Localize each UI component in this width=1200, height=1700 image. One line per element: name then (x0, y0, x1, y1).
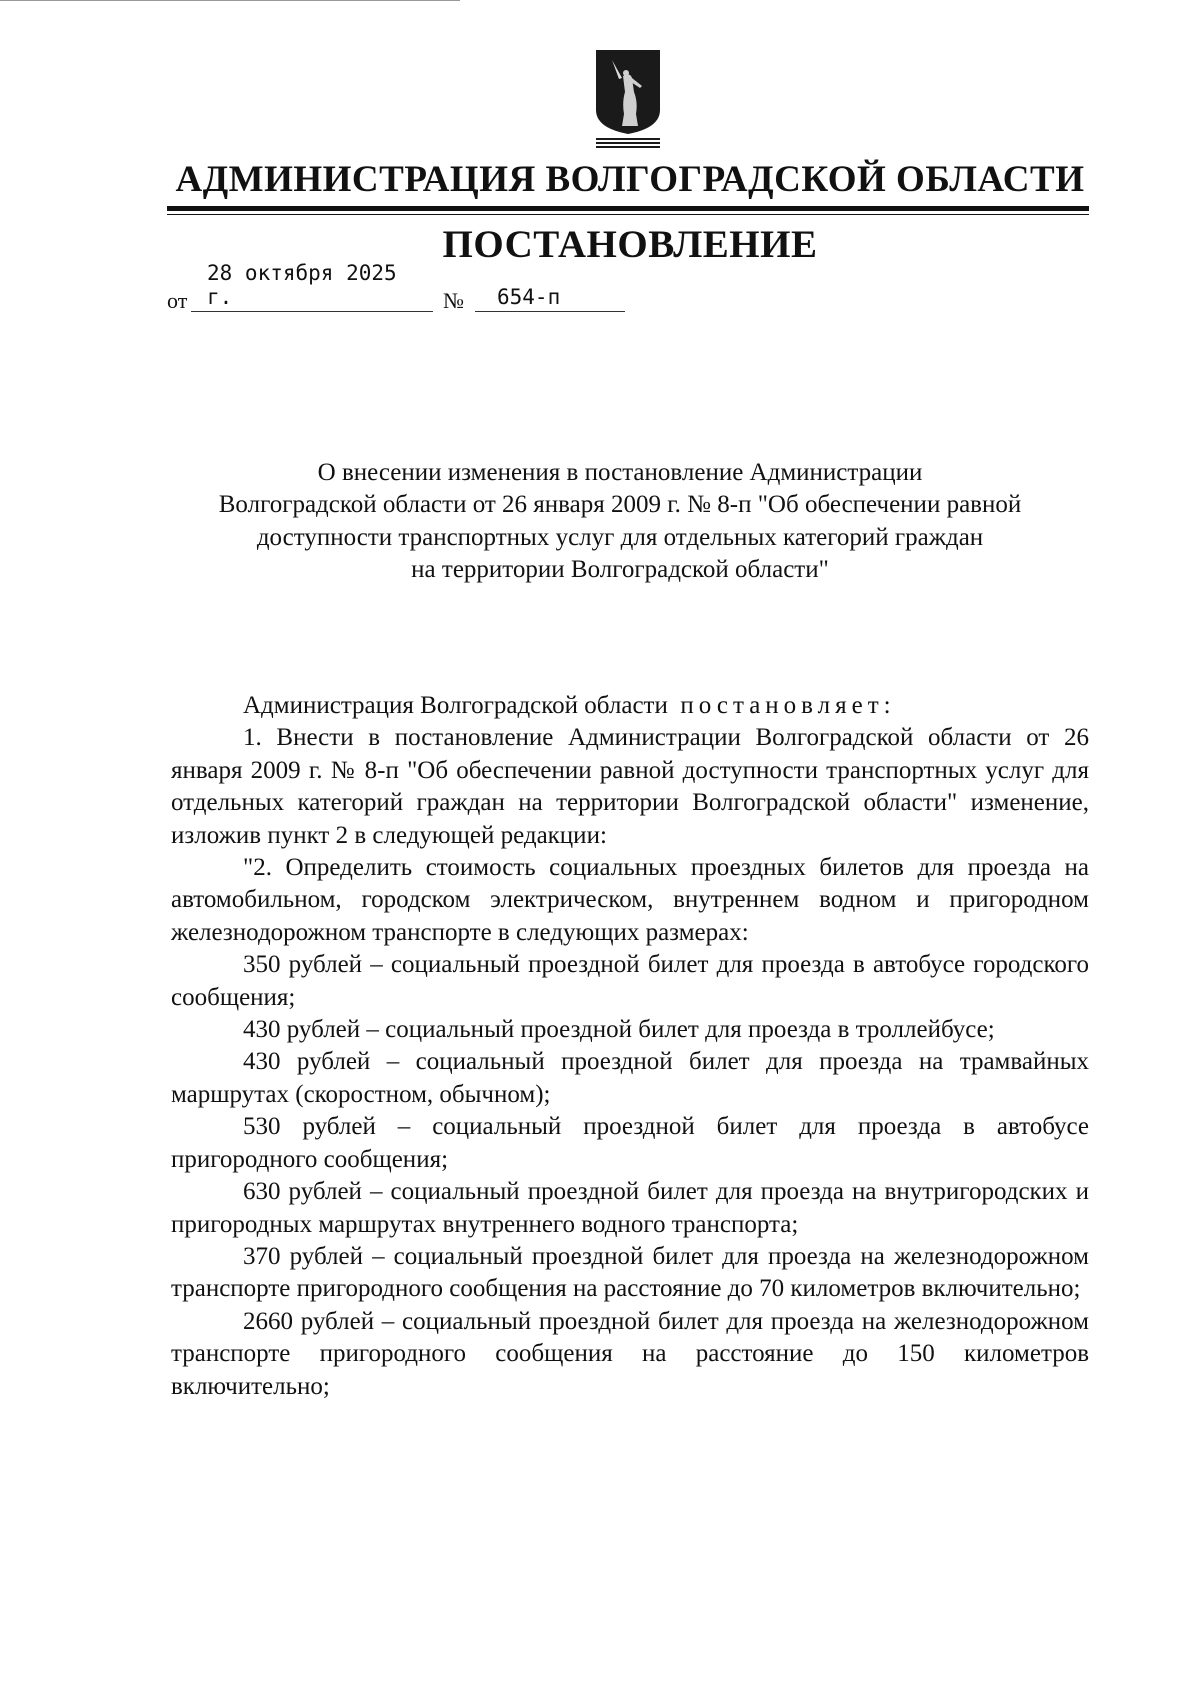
price-item: 2660 рублей – социальный проездной билет для проезда на железнодорожном транспорте пригородного сообщения на расстояние до 150 километров включительно; (171, 1307, 1089, 1400)
header-divider-thick (167, 206, 1089, 211)
paragraph: 1. Внести в постановление Администрации Волгоградской области от 26 января 2009 г. № 8-п "Об обеспечении равной доступности транспортных услуг для отдельных категорий граждан на территории Волгоградской области" изменение, изложив пункт 2 в следующей редакции: (171, 724, 1089, 849)
date-field (191, 261, 433, 312)
preamble-verb: постановляет: (680, 692, 896, 719)
organization-name: АДМИНИСТРАЦИЯ ВОЛГОГРАДСКОЙ ОБЛАСТИ (175, 159, 1085, 200)
document-body (171, 690, 1089, 1403)
volgograd-coat-of-arms-icon (592, 48, 664, 148)
date-number-line (167, 261, 627, 318)
price-item: 370 рублей – социальный проездной билет для проезда на железнодорожном транспорте пригородного сообщения на расстояние до 70 километров включительно; (171, 1242, 1089, 1303)
price-item: 430 рублей – социальный проездной билет для проезда на трамвайных маршрутах (скоростном, обычном); (171, 1048, 1089, 1108)
document-type: ПОСТАНОВЛЕНИЕ (442, 223, 818, 266)
title-line: доступности транспортных услуг для отдельных категорий граждан (256, 523, 984, 551)
price-item: 630 рублей – социальный проездной билет для проезда на внутригородских и пригородных маршрутах внутреннего водного транспорта; (171, 1178, 1089, 1238)
date-value: 28 октября 2025 г. (207, 261, 397, 309)
date-prefix: от (167, 288, 188, 313)
title-line: Волгоградской области от 26 января 2009 г. № 8-п "Об обеспечении равной (218, 491, 1022, 519)
document-title (140, 457, 1100, 586)
number-prefix: № (443, 288, 464, 313)
header-divider-thin (167, 214, 1089, 215)
title-line: на территории Волгоградской области" (411, 555, 829, 583)
price-item: 430 рублей – социальный проездной билет для проезда в троллейбусе; (243, 1016, 995, 1044)
number-value: 654-п (497, 285, 561, 309)
number-field (475, 281, 625, 312)
scan-edge-line (0, 0, 460, 1)
preamble-subject: Администрация Волгоградской области (243, 692, 668, 719)
title-line: О внесении изменения в постановление Администрации (317, 459, 923, 486)
paragraph: "2. Определить стоимость социальных проездных билетов для проезда на автомобильном, городском электрическом, внутреннем водном и пригородном железнодорожном транспорте в следующих размерах: (171, 854, 1089, 946)
preamble (171, 690, 1089, 722)
price-item: 530 рублей – социальный проездной билет для проезда в автобусе пригородного сообщения; (171, 1113, 1089, 1173)
price-item: 350 рублей – социальный проездной билет для проезда в автобусе городского сообщения; (171, 951, 1089, 1011)
